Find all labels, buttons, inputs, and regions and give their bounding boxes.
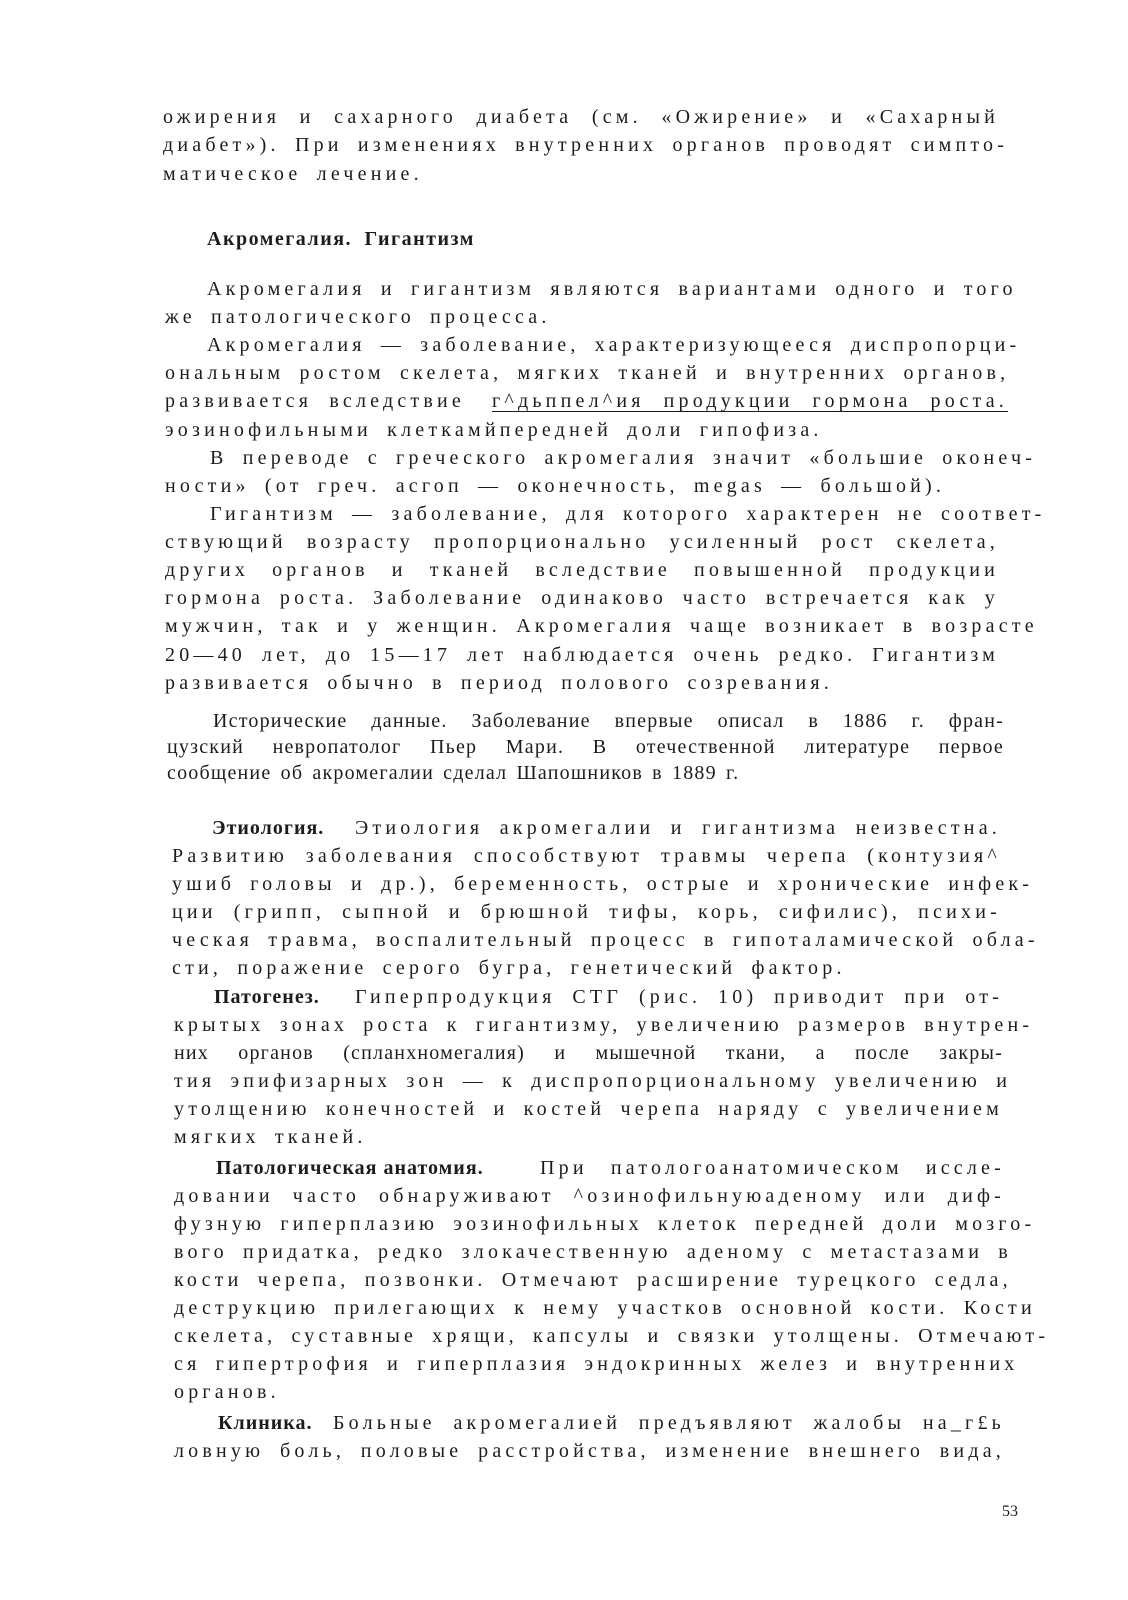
etiology-line: сти, поражение серого бугра, генетический фактор. bbox=[172, 957, 846, 979]
intro-line-3: матическое лечение. bbox=[163, 163, 423, 185]
intro-line-1: ожирения и сахарного диабета (см. «Ожирение» и «Сахарный bbox=[163, 106, 999, 128]
intro-line-2: диабет»). При изменениях внутренних органов проводят симпто- bbox=[163, 134, 1009, 156]
anatomy-line: При патологоанатомическом иссле- bbox=[540, 1157, 1005, 1179]
anatomy-line: вого придатка, редко злокачественную аденому с метастазами в bbox=[174, 1241, 1012, 1263]
pathogenesis-title: Патогенез. bbox=[214, 986, 320, 1008]
history-line: Исторические данные. Заболевание впервые описал в 1886 г. фран- bbox=[213, 710, 1004, 732]
body-line: 20—40 лет, до 15—17 лет наблюдается очень редко. Гигантизм bbox=[165, 644, 999, 666]
body-line: гормона роста. Заболевание одинаково часто встречается как у bbox=[165, 587, 999, 609]
body-line: ональным ростом скелета, мягких тканей и внутренних органов, bbox=[165, 362, 1010, 384]
clinic-line: ловную боль, половые расстройства, изменение внешнего вида, bbox=[174, 1440, 1005, 1462]
anatomy-title: Патологическая анатомия. bbox=[216, 1157, 484, 1179]
pathogenesis-line: Гиперпродукция СТГ (рис. 10) приводит при от- bbox=[355, 986, 1003, 1008]
body-line: развивается обычно в период полового созревания. bbox=[165, 672, 833, 694]
anatomy-line: кости черепа, позвонки. Отмечают расширение турецкого седла, bbox=[174, 1269, 1012, 1291]
body-line: других органов и тканей вследствие повышенной продукции bbox=[165, 559, 999, 581]
anatomy-line: довании часто обнаруживают ^озинофильнуюаденому или диф- bbox=[174, 1185, 1005, 1207]
clinic-line: Больные акромегалией предъявляют жалобы на_г£ь bbox=[333, 1412, 1005, 1434]
history-line: цузский невропатолог Пьер Мари. В отечественной литературе первое bbox=[167, 736, 1004, 758]
anatomy-line: деструкцию прилегающих к нему участков основной кости. Кости bbox=[174, 1297, 1036, 1319]
body-line: Гигантизм — заболевание, для которого характерен не соответ- bbox=[210, 503, 1046, 525]
body-line: же патологического процесса. bbox=[165, 306, 551, 328]
etiology-line: ции (грипп, сыпной и брюшной тифы, корь, сифилис), психи- bbox=[172, 901, 1001, 923]
body-line: В переводе с греческого акромегалия значит «большие оконеч- bbox=[210, 447, 1037, 469]
pathogenesis-line: них органов (спланхномегалия) и мышечной ткани, а после закры- bbox=[174, 1042, 1003, 1064]
etiology-line: Этиология акромегалии и гигантизма неизвестна. bbox=[355, 817, 1001, 839]
clinic-title: Клиника. bbox=[218, 1412, 313, 1434]
anatomy-line: скелета, суставные хрящи, капсулы и связки утолщены. Отмечают- bbox=[174, 1325, 1050, 1347]
body-line: Акромегалия — заболевание, характеризующееся диспропорци- bbox=[207, 334, 1021, 356]
etiology-line: Развитию заболевания способствуют травмы черепа (контузия^ bbox=[172, 845, 1001, 867]
history-line: сообщение об акромегалии сделал Шапошников в 1889 г. bbox=[167, 762, 740, 784]
pathogenesis-line: крытых зонах роста к гигантизму, увеличению размеров внутрен- bbox=[174, 1014, 1034, 1036]
anatomy-line: фузную гиперплазию эозинофильных клеток передней доли мозго- bbox=[174, 1213, 1036, 1235]
body-line: ствующий возрасту пропорционально усиленный рост скелета, bbox=[165, 531, 999, 553]
body-line: ности» (от греч. acгоп — оконечность, megas — большой). bbox=[165, 475, 946, 497]
body-line: мужчин, так и у женщин. Акромегалия чаще возникает в возрасте bbox=[165, 615, 1038, 637]
anatomy-line: ся гипертрофия и гиперплазия эндокринных желез и внутренних bbox=[174, 1353, 1019, 1375]
etiology-title: Этиология. bbox=[212, 817, 325, 839]
anatomy-line: органов. bbox=[174, 1381, 280, 1403]
page-number: 53 bbox=[1002, 1503, 1018, 1520]
section-heading: Акромегалия. Гигантизм bbox=[207, 228, 475, 250]
pathogenesis-line: тия эпифизарных зон — к диспропорциональному увеличению и bbox=[174, 1070, 1012, 1092]
body-line: развивается вследствие bbox=[165, 390, 465, 412]
etiology-line: ческая травма, воспалительный процесс в гипоталамической обла- bbox=[172, 929, 1039, 951]
etiology-line: ушиб головы и др.), беременность, острые и хронические инфек- bbox=[172, 873, 1034, 895]
body-line: Акромегалия и гигантизм являются вариантами одного и того bbox=[207, 278, 1017, 300]
underlined-phrase: г^дьппел^ия продукции гормона роста. bbox=[492, 390, 1008, 412]
pathogenesis-line: утолщению конечностей и костей черепа наряду с увеличением bbox=[174, 1098, 1003, 1120]
body-line: эозинофильными клеткамйпередней доли гипофиза. bbox=[165, 419, 823, 441]
pathogenesis-line: мягких тканей. bbox=[174, 1126, 367, 1148]
